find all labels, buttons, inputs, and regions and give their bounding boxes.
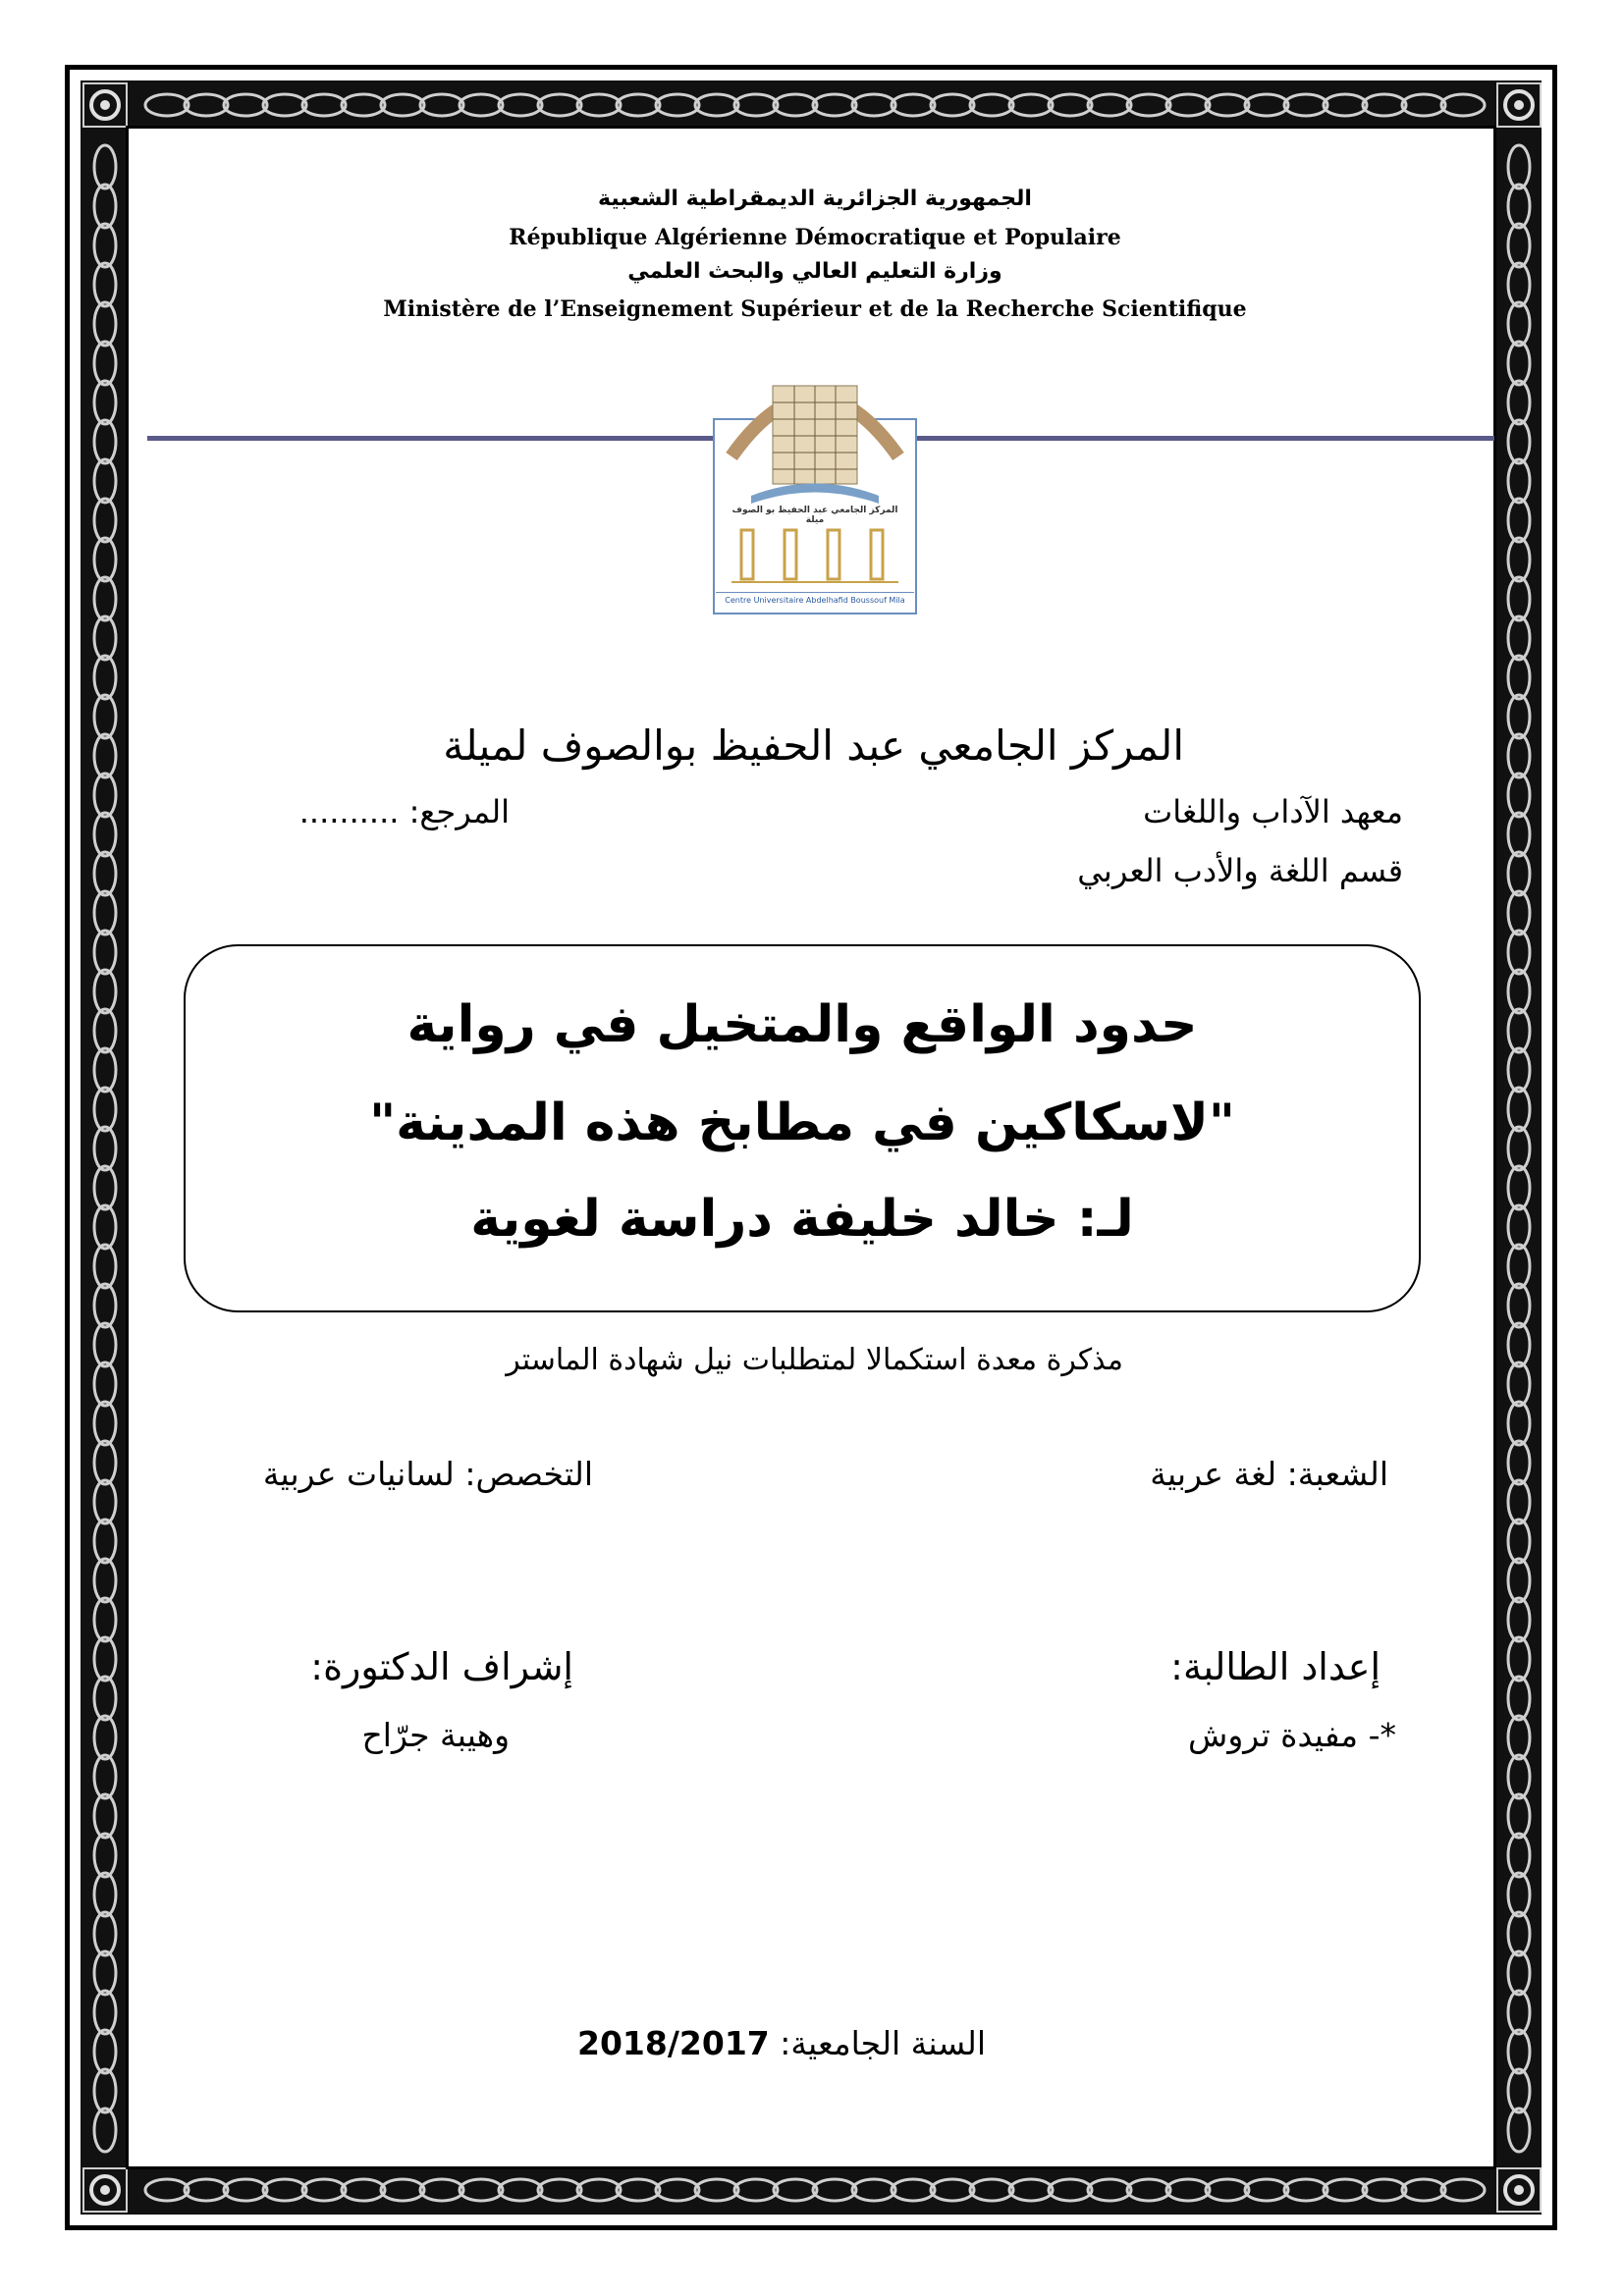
header-rule-right (913, 436, 1494, 441)
header-ministry-ar: وزارة التعليم العالي والبحث العلمي (627, 259, 1002, 284)
thesis-title-line-2: "لاسكاكين في مطابخ هذه المدينة" (369, 1094, 1235, 1152)
thesis-title-line-3: لـ: خالد خليفة دراسة لغوية (470, 1190, 1134, 1249)
major-field: التخصص: لسانيات عربية (262, 1455, 593, 1493)
university-logo (712, 348, 918, 618)
student-label: إعداد الطالبة: (1170, 1645, 1380, 1688)
supervisor-name: وهيبة جرّاح (361, 1716, 510, 1754)
thesis-title-line-1: حدود الواقع والمتخيل في رواية (406, 995, 1198, 1054)
academic-year (577, 2024, 986, 2062)
department-name: قسم اللغة والأدب العربي (1077, 852, 1403, 889)
thesis-title-box (184, 944, 1421, 1312)
header-republic-ar: الجمهورية الجزائرية الديمقراطية الشعبية (598, 187, 1032, 211)
student-name: *- مفيدة تروش (1188, 1716, 1396, 1754)
academic-year-label: السنة الجامعية: (780, 2024, 986, 2062)
branch-field: الشعبة: لغة عربية (1150, 1455, 1388, 1493)
header-rule-left (147, 436, 717, 441)
logo-caption-fr: Centre Universitaire Abdelhafid Boussouf Mila (716, 592, 914, 605)
supervisor-label: إشراف الدكتورة: (310, 1645, 573, 1688)
academic-year-value: 2018/2017 (577, 2024, 770, 2062)
institute-name: معهد الآداب واللغات (1143, 793, 1403, 830)
header-republic-fr: République Algérienne Démocratique et Populaire (509, 225, 1121, 250)
center-name: المركز الجامعي عبد الحفيظ بوالصوف لميلة (443, 721, 1184, 770)
building-icon (712, 348, 918, 618)
thesis-subtitle: مذكرة معدة استكمالا لمتطلبات نيل شهادة الماستر (506, 1343, 1123, 1377)
header-ministry-fr: Ministère de l’Enseignement Supérieur et de la Recherche Scientifique (383, 296, 1247, 322)
logo-caption-ar: المركز الجامعي عبد الحفيظ بو الصوف ميلة (731, 506, 898, 525)
reference-field: المرجع: .......... (298, 793, 510, 830)
